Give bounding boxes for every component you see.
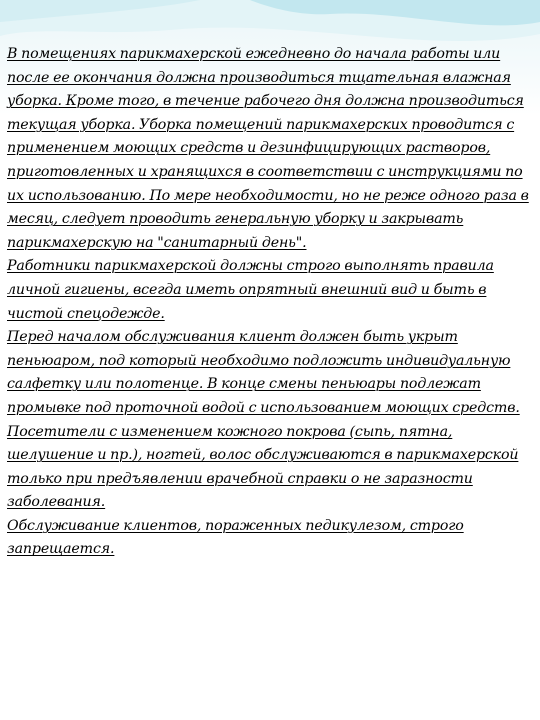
paragraph-hygiene: Работники парикмахерской должны строго выполнять правила личной гигиены, всегда иметь опрятный внешний вид и быть в чистой спецодежде. xyxy=(7,258,494,322)
body-text xyxy=(7,43,535,562)
paragraph-visitors: Посетители с изменением кожного покрова (сыпь, пятна, шелушение и пр.), ногтей, волос обслуживаются в парикмахерской только при предъявлении врачебной справки о не заразности заболевания. xyxy=(7,423,519,511)
paragraph-cleaning: В помещениях парикмахерской ежедневно до начала работы или после ее окончания должна производиться тщательная влажная уборка. Кроме того, в течение рабочего дня должна производиться текущая уборка. Уборка помещений парикмахерских проводится с применением моющих средств и дезинфицирующих растворов, приготовленных и хранящихся в соответствии с инструкциями по их использованию. По мере необходимости, но не реже одного раза в месяц, следует проводить генеральную уборку и закрывать парикмахерскую на "санитарный день". xyxy=(7,46,529,251)
paragraph-peignoir: Перед началом обслуживания клиент должен быть укрыт пеньюаром, под который необходимо подложить индивидуальную салфетку или полотенце. В конце смены пеньюары подлежат промывке под проточной водой с использованием моющих средств. xyxy=(7,329,520,416)
paragraph-pediculosis: Обслуживание клиентов, пораженных педикулезом, строго запрещается. xyxy=(7,517,464,558)
